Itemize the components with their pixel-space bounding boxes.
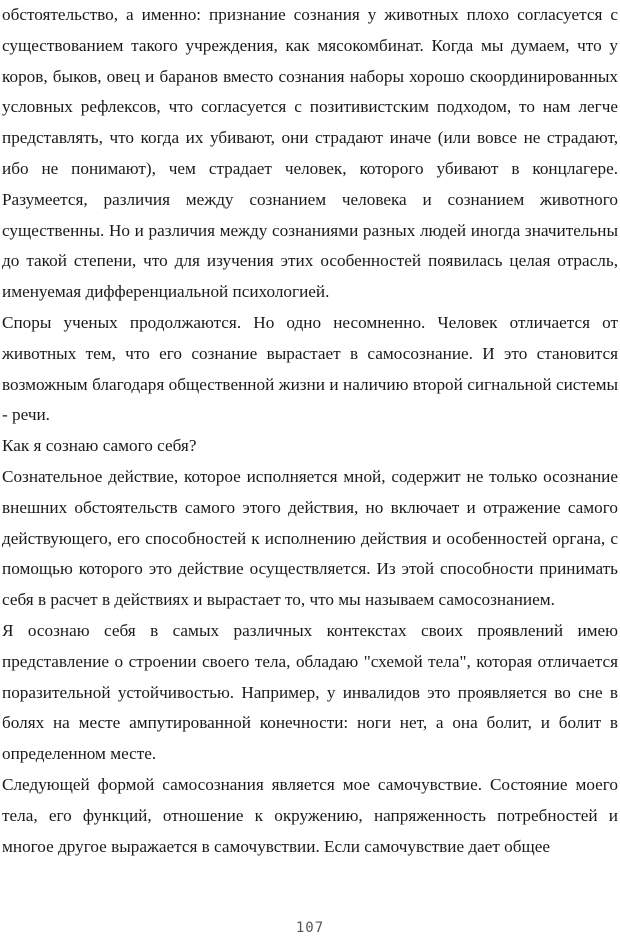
paragraph-scientists-disputes: Споры ученых продолжаются. Но одно несомненно. Человек отличается от животных тем, что его сознание вырастает в самосознание. И это становится возможным благодаря общественной жизни и наличию второй сигнальной системы - речи. [2,312,618,425]
paragraph-consciousness-animals: обстоятельство, а именно: признание сознания у животных плохо согласуется с существованием такого учреждения, как мясокомбинат. Когда мы думаем, что у коров, быков, овец и баранов вместо сознания наборы хорошо скоординированных условных рефлексов, что согласуется с позитивистским подходом, то нам легче представлять, что когда их убивают, они страдают иначе (или вовсе не страдают, ибо не понимают), чем страдает человек, которого убивают в концлагере. Разумеется, различия между сознанием человека и сознанием животного существенны. Но и различия между сознаниями разных людей иногда значительны до такой степени, что для изучения этих особенностей появилась целая отрасль, именуемая дифференциальной психологией. [2,5,618,302]
paragraph-conscious-action: Сознательное действие, которое исполняется мной, содержит не только осознание внешних обстоятельств самого этого действия, но включает и отражение самого действующего, его способностей к исполнению действия и особенностей органа, с помощью которого это действие осуществляется. Из этой способности принимать себя в расчет в действиях и вырастает то, что мы называем самосознанием. [2,466,618,610]
page-number: 107 [295,920,325,936]
paragraph-question-heading: Как я сознаю самого себя? [2,436,197,456]
text-body [2,0,618,862]
paragraph-self-feeling: Следующей формой самосознания является мое самочувствие. Состояние моего тела, его функций, отношение к окружению, напряженность потребностей и многое другое выражается в самочувствии. Если самочувствие дает общее [2,774,618,856]
paragraph-body-schema: Я осознаю себя в самых различных контекстах своих проявлений имею представление о строении своего тела, обладаю "схемой тела", которая отличается поразительной устойчивостью. Например, у инвалидов это проявляется во сне в болях на месте ампутированной конечности: ноги нет, а она болит, и болит в определенном месте. [2,620,618,764]
